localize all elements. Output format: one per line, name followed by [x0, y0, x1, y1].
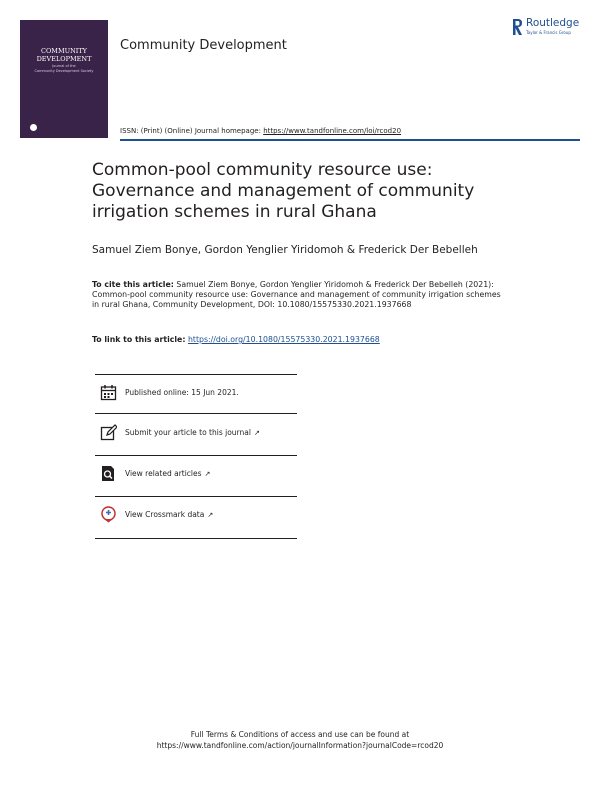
document-search-icon — [100, 465, 117, 482]
footer-terms-text: Full Terms & Conditions of access and use can be found at — [190, 730, 410, 739]
box-divider — [95, 455, 297, 456]
box-divider-bottom — [95, 538, 297, 539]
edit-icon — [100, 424, 117, 441]
cover-subtitle — [20, 64, 108, 73]
cover-title-line2: DEVELOPMENT — [36, 55, 92, 63]
article-title: Common-pool community resource use: Governance and management of community irrigation schemes in rural Ghana — [92, 160, 475, 222]
article-link-label: To link to this article: — [92, 335, 186, 344]
footer-terms-link[interactable]: https://www.tandfonline.com/action/journalInformation?journalCode=rcod20 — [156, 741, 444, 750]
article-doi-link[interactable]: https://doi.org/10.1080/15575330.2021.1937668 — [187, 335, 380, 344]
external-link-icon: ↗ — [204, 470, 211, 478]
citation-label: To cite this article: — [92, 280, 174, 289]
journal-name[interactable]: Community Development — [120, 38, 287, 53]
cover-subtitle-line1: Journal of the — [52, 64, 76, 68]
calendar-icon — [100, 384, 117, 401]
article-link-line — [92, 335, 380, 344]
crossmark-label: View Crossmark data — [125, 510, 205, 519]
citation-block — [92, 280, 502, 310]
cover-title-line1: COMMUNITY — [41, 47, 87, 55]
routledge-logo[interactable] — [512, 17, 580, 41]
box-divider — [95, 413, 297, 414]
external-link-icon: ↗ — [253, 429, 260, 437]
crossmark-row[interactable] — [100, 506, 300, 526]
related-articles-label: View related articles — [125, 469, 202, 478]
submit-article-row[interactable] — [100, 424, 300, 444]
issn-text: ISSN: (Print) (Online) Journal homepage: — [120, 127, 261, 135]
external-link-icon: ↗ — [207, 511, 214, 519]
publisher-subtitle: Taylor & Francis Group — [526, 30, 571, 35]
related-articles-row[interactable] — [100, 465, 300, 485]
cover-title — [20, 47, 108, 63]
issn-line — [120, 127, 401, 135]
routledge-r-icon — [512, 18, 523, 36]
article-authors: Samuel Ziem Bonye, Gordon Yenglier Yiridomoh & Frederick Der Bebelleh — [92, 244, 478, 256]
publisher-name: Routledge — [526, 17, 580, 29]
submit-article-link[interactable] — [125, 428, 260, 437]
box-divider-top — [95, 374, 297, 375]
header-divider — [120, 139, 580, 141]
footer — [0, 729, 600, 751]
journal-cover-image — [20, 20, 108, 138]
published-date: Published online: 15 Jun 2021. — [125, 388, 239, 397]
crossmark-icon — [100, 506, 117, 523]
related-articles-link[interactable] — [125, 469, 210, 478]
cover-subtitle-line2: Community Development Society — [34, 68, 94, 73]
cover-logo-icon — [30, 124, 37, 131]
citation-text: Samuel Ziem Bonye, Gordon Yenglier Yiridomoh & Frederick Der Bebelleh (2021): Common-pool community resource use: Governance and management of community irrigation schemes in rural Ghana, Community Development, DOI: 10.1080/15575330.2021.1937668 — [92, 280, 501, 309]
submit-article-label: Submit your article to this journal — [125, 428, 251, 437]
journal-homepage-link[interactable]: https://www.tandfonline.com/loi/rcod20 — [263, 127, 402, 135]
crossmark-link[interactable] — [125, 510, 213, 519]
published-row — [100, 384, 300, 404]
box-divider — [95, 496, 297, 497]
